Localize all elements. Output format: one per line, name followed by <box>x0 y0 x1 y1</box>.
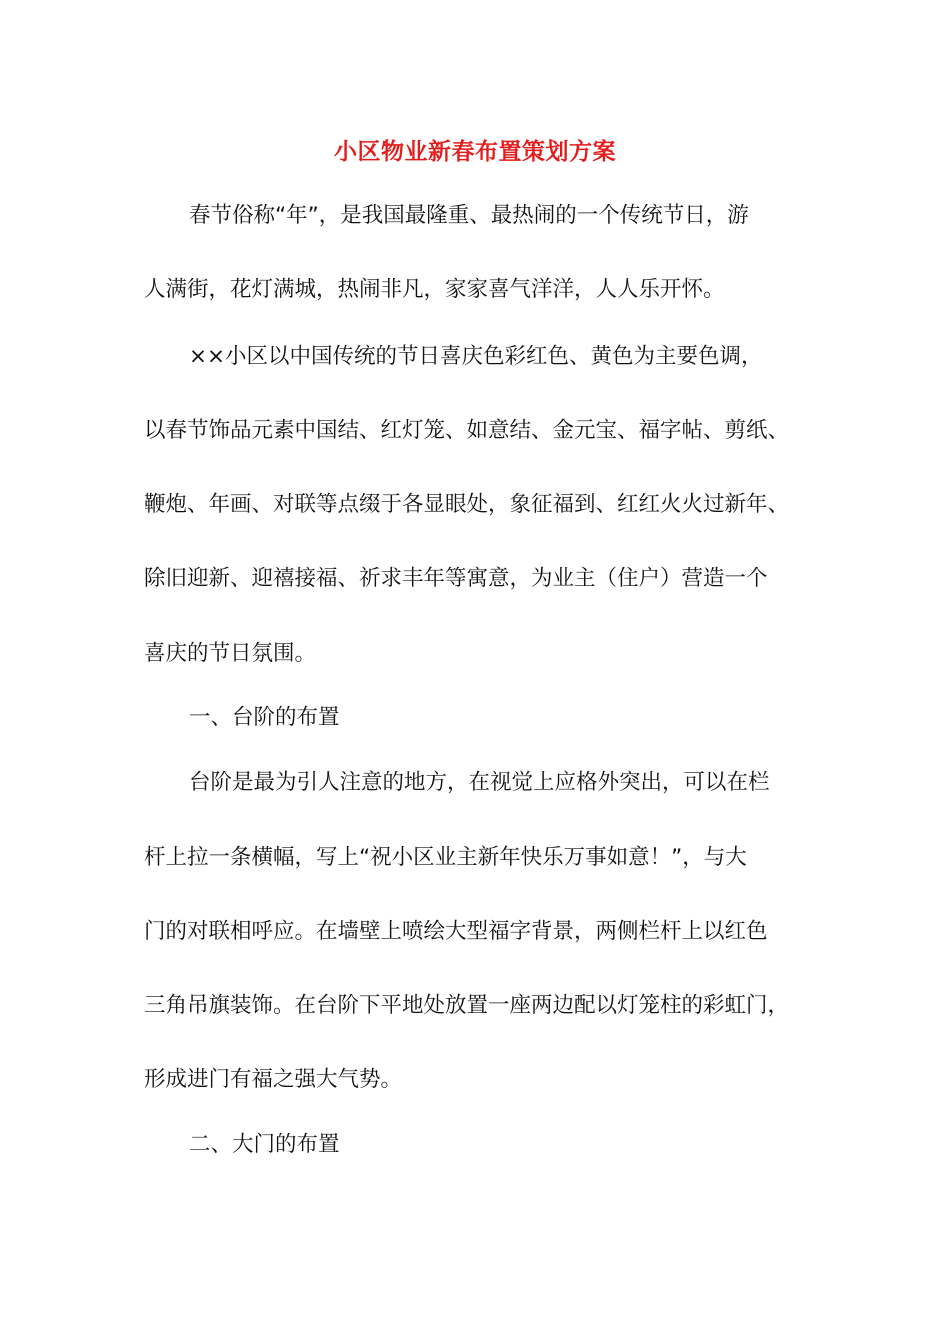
section-heading-1: 一、台阶的布置 <box>189 705 340 730</box>
paragraph-1-line-1: 春节俗称“年”，是我国最隆重、最热闹的一个传统节日，游 <box>189 203 749 228</box>
section-heading-2: 二、大门的布置 <box>189 1132 340 1157</box>
paragraph-2-line-5: 喜庆的节日氛围。 <box>144 641 317 666</box>
paragraph-2-line-3: 鞭炮、年画、对联等点缀于各显眼处，象征福到、红红火火过新年、 <box>144 492 790 517</box>
paragraph-1-line-2: 人满街，花灯满城，热闹非凡，家家喜气洋洋，人人乐开怀。 <box>144 277 725 302</box>
document-title: 小区物业新春布置策划方案 <box>334 139 616 165</box>
paragraph-2-line-1: ××小区以中国传统的节日喜庆色彩红色、黄色为主要色调， <box>189 344 763 369</box>
paragraph-2-line-4: 除旧迎新、迎禧接福、祈求丰年等寓意，为业主（住户）营造一个 <box>144 566 768 591</box>
paragraph-3-line-2: 杆上拉一条横幅，写上“祝小区业主新年快乐万事如意！”，与大 <box>144 845 747 870</box>
paragraph-3-line-3: 门的对联相呼应。在墙壁上喷绘大型福字背景，两侧栏杆上以红色 <box>144 919 768 944</box>
paragraph-3-line-4: 三角吊旗装饰。在台阶下平地处放置一座两边配以灯笼柱的彩虹门， <box>144 993 790 1018</box>
paragraph-3-line-1: 台阶是最为引人注意的地方，在视觉上应格外突出，可以在栏 <box>189 770 770 795</box>
paragraph-3-line-5: 形成进门有福之强大气势。 <box>144 1067 403 1092</box>
paragraph-2-line-2: 以春节饰品元素中国结、红灯笼、如意结、金元宝、福字帖、剪纸、 <box>144 418 790 443</box>
